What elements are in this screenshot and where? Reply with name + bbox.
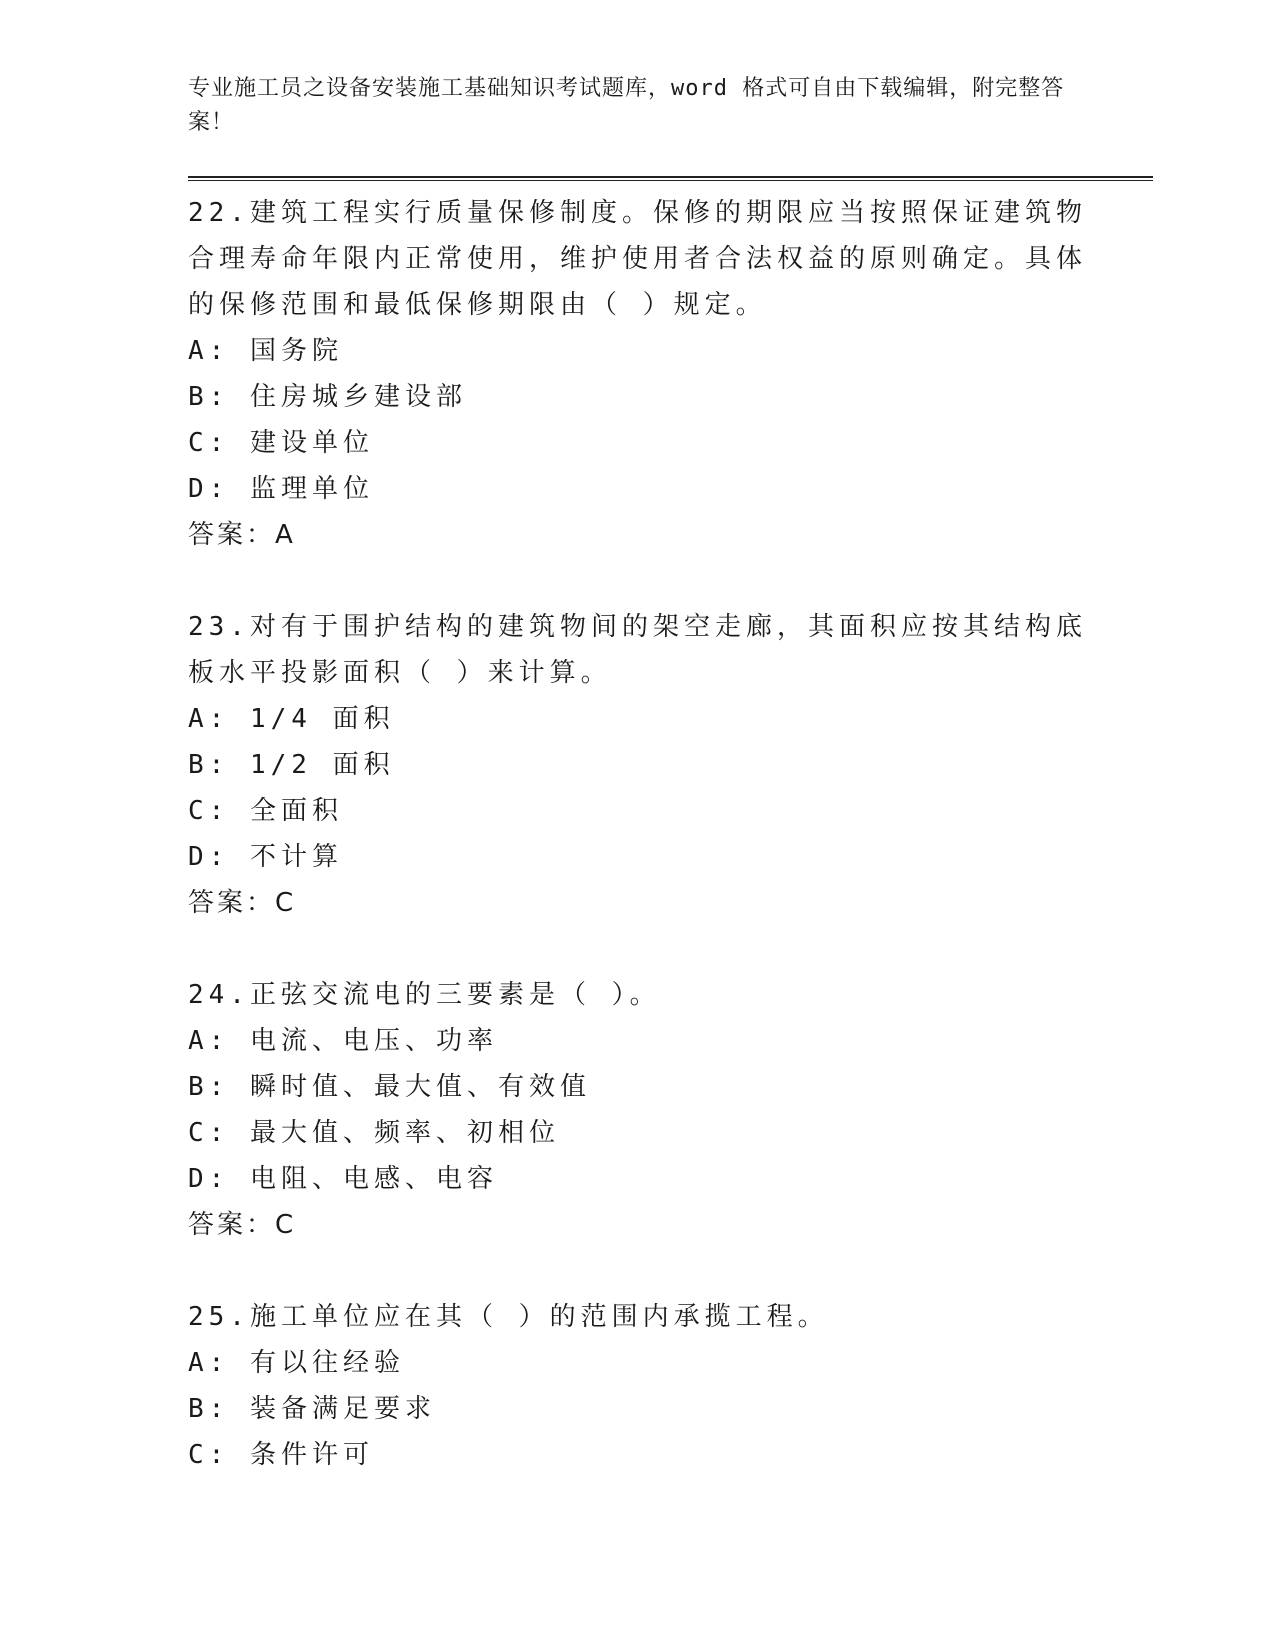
option-c: C: 建设单位 xyxy=(188,428,374,458)
question-23 xyxy=(188,604,1088,926)
header-rule-thick xyxy=(188,176,1153,178)
document-header: 专业施工员之设备安装施工基础知识考试题库，word 格式可自由下载编辑，附完整答案！ xyxy=(188,76,1065,135)
option-d: D: 不计算 xyxy=(188,842,343,872)
option-c: C: 条件许可 xyxy=(188,1440,374,1470)
option-c: C: 最大值、频率、初相位 xyxy=(188,1118,560,1148)
question-list xyxy=(188,190,1088,1524)
answer-text: 答案：C xyxy=(188,888,297,918)
option-a: A: 1/4 面积 xyxy=(188,704,395,734)
option-b: B: 装备满足要求 xyxy=(188,1394,436,1424)
option-d: D: 电阻、电感、电容 xyxy=(188,1164,498,1194)
answer-text: 答案：A xyxy=(188,520,296,550)
option-a: A: 有以往经验 xyxy=(188,1348,405,1378)
question-22 xyxy=(188,190,1088,558)
question-stem: 23.对有于围护结构的建筑物间的架空走廊，其面积应按其结构底板水平投影面积（ ）来计算。 xyxy=(188,612,1087,688)
question-stem: 25.施工单位应在其（ ）的范围内承揽工程。 xyxy=(188,1302,829,1332)
option-d: D: 监理单位 xyxy=(188,474,374,504)
question-stem: 24.正弦交流电的三要素是（ ）。 xyxy=(188,980,661,1010)
question-24 xyxy=(188,972,1088,1248)
option-a: A: 国务院 xyxy=(188,336,343,366)
answer-text: 答案：C xyxy=(188,1210,297,1240)
option-b: B: 瞬时值、最大值、有效值 xyxy=(188,1072,591,1102)
header-rule-thin xyxy=(188,180,1153,181)
option-c: C: 全面积 xyxy=(188,796,343,826)
option-a: A: 电流、电压、功率 xyxy=(188,1026,498,1056)
option-b: B: 住房城乡建设部 xyxy=(188,382,467,412)
option-b: B: 1/2 面积 xyxy=(188,750,395,780)
question-stem: 22.建筑工程实行质量保修制度。保修的期限应当按照保证建筑物合理寿命年限内正常使用，维护使用者合法权益的原则确定。具体的保修范围和最低保修期限由（ ）规定。 xyxy=(188,198,1088,320)
question-25 xyxy=(188,1294,1088,1478)
